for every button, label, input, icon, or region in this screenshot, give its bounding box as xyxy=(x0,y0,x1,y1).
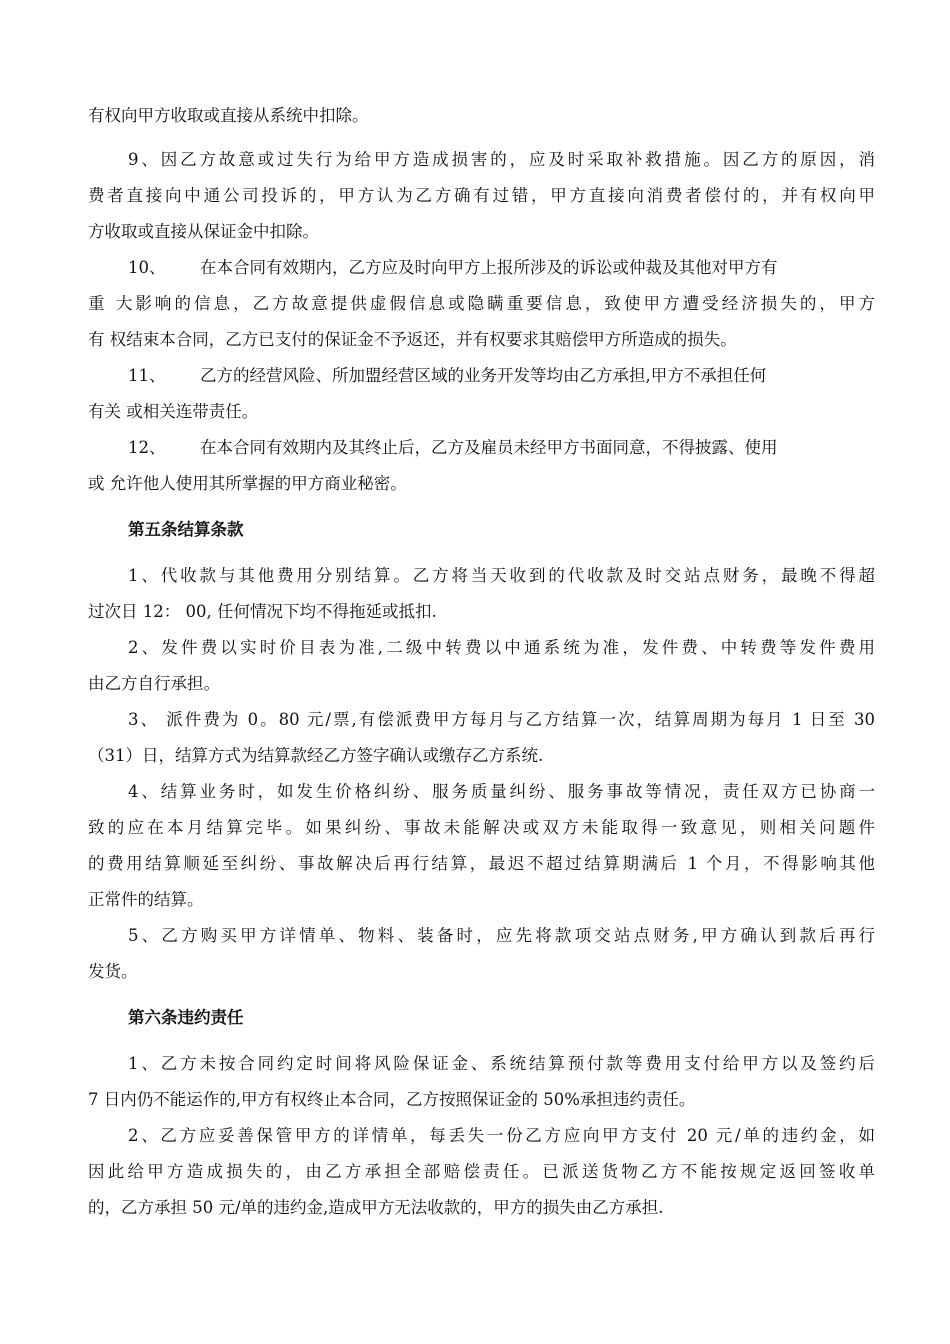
paragraph-line: 有权向甲方收取或直接从系统中扣除。 xyxy=(88,106,369,125)
section-heading: 第六条违约责任 xyxy=(128,1008,244,1027)
paragraph-line: 致的应在本月结算完毕。如果纠纷、事故未能解决或双方未能取得一致意见，则相关问题件 xyxy=(88,818,875,837)
paragraph-line: 4、结算业务时，如发生价格纠纷、服务质量纠纷、服务事故等情况，责任双方已协商一 xyxy=(128,782,875,801)
paragraph-line: 3、 派件费为 0。80 元/票,有偿派费甲方每月与乙方结算一次，结算周期为每月 1 日至 30 xyxy=(128,710,875,729)
paragraph-line: 9、因乙方故意或过失行为给甲方造成损害的，应及时采取补救措施。因乙方的原因，消 xyxy=(128,150,875,169)
paragraph-line: 有 权结束本合同，乙方已支付的保证金不予返还，并有权要求其赔偿甲方所造成的损失。 xyxy=(88,330,737,349)
paragraph-line: 费者直接向中通公司投诉的，甲方认为乙方确有过错，甲方直接向消费者偿付的，并有权向甲 xyxy=(88,186,875,205)
paragraph-line: 发货。 xyxy=(88,962,138,981)
paragraph-line: 2、乙方应妥善保管甲方的详情单，每丢失一份乙方应向甲方支付 20 元/单的违约金，如 xyxy=(128,1126,875,1145)
paragraph-line: （31）日，结算方式为结算款经乙方签字确认或缴存乙方系统. xyxy=(88,746,544,765)
paragraph-line: 1、乙方未按合同约定时间将风险保证金、系统结算预付款等费用支付给甲方以及签约后 xyxy=(128,1054,875,1073)
paragraph-line: 5、乙方购买甲方详情单、物料、装备时，应先将款项交站点财务,甲方确认到款后再行 xyxy=(128,926,875,945)
paragraph-line: 在本合同有效期内及其终止后，乙方及雇员未经甲方书面同意，不得披露、使用 xyxy=(200,438,778,457)
paragraph-line: 乙方的经营风险、所加盟经营区域的业务开发等均由乙方承担,甲方不承担任何 xyxy=(200,366,767,385)
item-row xyxy=(128,366,766,386)
paragraph-line: 1、代收款与其他费用分别结算。乙方将当天收到的代收款及时交站点财务，最晚不得超 xyxy=(128,566,875,585)
paragraph-line: 7 日内仍不能运作的,甲方有权终止本合同，乙方按照保证金的 50%承担违约责任。 xyxy=(88,1090,696,1109)
paragraph-line: 正常件的结算。 xyxy=(88,890,204,909)
paragraph-line: 或 允许他人使用其所掌握的甲方商业秘密。 xyxy=(88,474,407,493)
paragraph-line: 的费用结算顺延至纠纷、事故解决后再行结算，最迟不超过结算期满后 1 个月，不得影响其他 xyxy=(88,854,875,873)
item-number: 12、 xyxy=(128,438,166,457)
item-number: 11、 xyxy=(128,366,166,385)
paragraph-line: 由乙方自行承担。 xyxy=(88,674,220,693)
paragraph-line: 因此给甲方造成损失的，由乙方承担全部赔偿责任。已派送货物乙方不能按规定返回签收单 xyxy=(88,1162,875,1181)
item-row xyxy=(128,438,778,458)
section-heading: 第五条结算条款 xyxy=(128,520,244,539)
paragraph-line: 过次日 12： 00, 任何情况下均不得拖延或抵扣. xyxy=(88,602,437,621)
item-number: 10、 xyxy=(128,258,166,277)
paragraph-line: 2、发件费以实时价目表为准,二级中转费以中通系统为准，发件费、中转费等发件费用 xyxy=(128,638,875,657)
paragraph-line: 方收取或直接从保证金中扣除。 xyxy=(88,222,319,241)
paragraph-line: 的，乙方承担 50 元/单的违约金,造成甲方无法收款的，甲方的损失由乙方承担. xyxy=(88,1198,664,1217)
item-row xyxy=(128,258,778,278)
paragraph-line: 重 大影响的信息，乙方故意提供虚假信息或隐瞒重要信息，致使甲方遭受经济损失的，甲方 xyxy=(88,294,875,313)
paragraph-line: 在本合同有效期内，乙方应及时向甲方上报所涉及的诉讼或仲裁及其他对甲方有 xyxy=(200,258,778,277)
paragraph-line: 有关 或相关连带责任。 xyxy=(88,402,259,421)
